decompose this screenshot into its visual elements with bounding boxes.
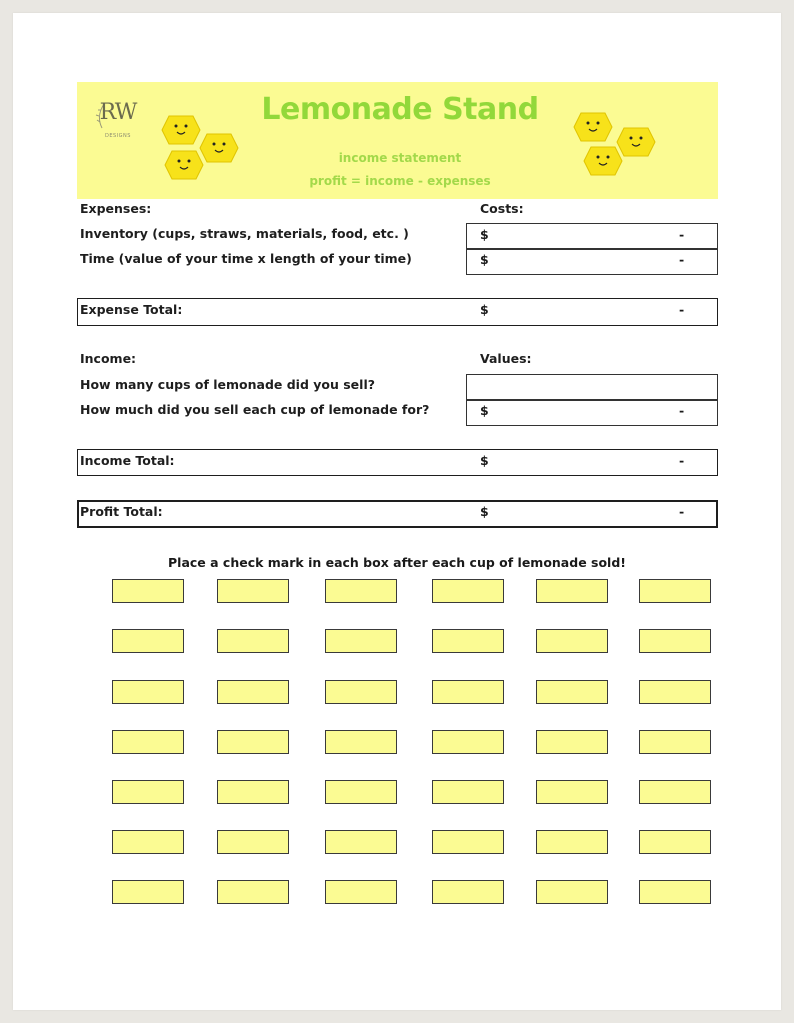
- sale-checkbox[interactable]: [639, 730, 711, 754]
- sale-checkbox[interactable]: [639, 780, 711, 804]
- currency-symbol: $: [480, 453, 489, 468]
- profit-total-value[interactable]: -: [679, 504, 685, 519]
- price-value: -: [679, 403, 685, 418]
- sale-checkbox[interactable]: [432, 579, 504, 603]
- lemon-icon: [163, 148, 205, 182]
- profit-total-label: Profit Total:: [80, 504, 163, 519]
- income-total-label: Income Total:: [80, 453, 175, 468]
- currency-symbol: $: [480, 302, 489, 317]
- profit-total-box: [77, 500, 718, 528]
- cost-value: -: [679, 252, 685, 267]
- sale-checkbox[interactable]: [217, 680, 289, 704]
- sale-checkbox[interactable]: [325, 830, 397, 854]
- income-heading: Income:: [80, 351, 137, 366]
- sale-checkbox[interactable]: [639, 579, 711, 603]
- sale-checkbox[interactable]: [536, 830, 608, 854]
- lemon-icon: [582, 144, 624, 178]
- tracker-instruction: Place a check mark in each box after each cup of lemonade sold!: [168, 555, 626, 570]
- sale-checkbox[interactable]: [639, 629, 711, 653]
- cups-sold-field[interactable]: [466, 374, 718, 400]
- sale-checkbox[interactable]: [325, 780, 397, 804]
- sale-checkbox[interactable]: [432, 880, 504, 904]
- logo-subtext: DESIGNS: [105, 133, 131, 139]
- sale-checkbox[interactable]: [325, 880, 397, 904]
- sale-checkbox[interactable]: [217, 880, 289, 904]
- sale-checkbox[interactable]: [325, 629, 397, 653]
- sale-checkbox[interactable]: [112, 579, 184, 603]
- cost-value: -: [679, 227, 685, 242]
- sale-checkbox[interactable]: [432, 730, 504, 754]
- currency-symbol: $: [480, 227, 489, 242]
- sale-checkbox[interactable]: [112, 730, 184, 754]
- sale-checkbox[interactable]: [639, 830, 711, 854]
- sale-checkbox[interactable]: [112, 780, 184, 804]
- sale-checkbox[interactable]: [217, 579, 289, 603]
- sale-checkbox[interactable]: [432, 629, 504, 653]
- sale-checkbox[interactable]: [536, 780, 608, 804]
- sale-checkbox[interactable]: [112, 629, 184, 653]
- income-row-label: How much did you sell each cup of lemonade for?: [80, 402, 430, 417]
- income-row-label: How many cups of lemonade did you sell?: [80, 377, 375, 392]
- expense-total-value[interactable]: -: [679, 302, 685, 317]
- currency-symbol: $: [480, 403, 489, 418]
- sale-checkbox[interactable]: [217, 629, 289, 653]
- sale-checkbox[interactable]: [536, 730, 608, 754]
- sale-checkbox[interactable]: [112, 880, 184, 904]
- sale-checkbox[interactable]: [112, 680, 184, 704]
- sale-checkbox[interactable]: [432, 830, 504, 854]
- logo-icon: [92, 98, 144, 144]
- logo-text: RW: [99, 100, 137, 125]
- sale-checkbox[interactable]: [325, 680, 397, 704]
- costs-heading: Costs:: [480, 201, 524, 216]
- sale-checkbox[interactable]: [217, 730, 289, 754]
- expense-row-label: Inventory (cups, straws, materials, food, etc. ): [80, 226, 409, 241]
- sale-checkbox[interactable]: [432, 680, 504, 704]
- page-title: Lemonade Stand: [261, 92, 539, 127]
- sale-checkbox[interactable]: [639, 880, 711, 904]
- sale-checkbox[interactable]: [536, 680, 608, 704]
- page-subtitle: income statement: [338, 151, 462, 165]
- sale-checkbox[interactable]: [217, 780, 289, 804]
- sale-checkbox[interactable]: [112, 830, 184, 854]
- sale-checkbox[interactable]: [536, 629, 608, 653]
- lemon-icon: [160, 113, 202, 147]
- sale-checkbox[interactable]: [325, 730, 397, 754]
- expense-row-label: Time (value of your time x length of your time): [80, 251, 412, 266]
- sale-checkbox[interactable]: [325, 579, 397, 603]
- currency-symbol: $: [480, 504, 489, 519]
- currency-symbol: $: [480, 252, 489, 267]
- expense-total-label: Expense Total:: [80, 302, 183, 317]
- lemon-icon: [572, 110, 614, 144]
- sale-checkbox[interactable]: [217, 830, 289, 854]
- values-heading: Values:: [480, 351, 532, 366]
- sale-checkbox[interactable]: [432, 780, 504, 804]
- expenses-heading: Expenses:: [80, 201, 152, 216]
- formula-text: profit = income - expenses: [309, 174, 491, 188]
- sale-checkbox[interactable]: [536, 579, 608, 603]
- sale-checkbox[interactable]: [536, 880, 608, 904]
- sale-checkbox[interactable]: [639, 680, 711, 704]
- income-total-value[interactable]: -: [679, 453, 685, 468]
